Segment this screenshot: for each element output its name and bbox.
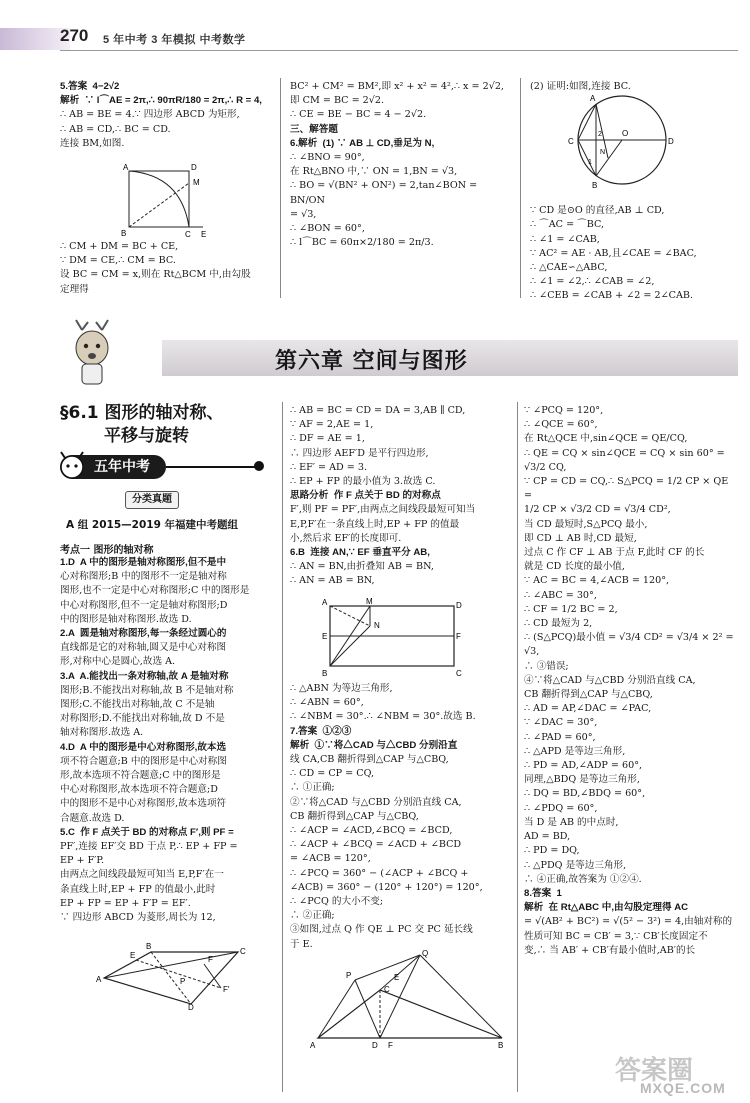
column-divider: [517, 402, 518, 1092]
text-line: 轴对称图形.故选 A.: [60, 727, 144, 739]
text-line: 在 Rt△QCE 中,sin∠QCE = QE/CQ,: [524, 433, 688, 445]
text-line: ∴ △PDQ 是等边三角形,: [524, 859, 627, 871]
text-line: 直线都是它的对称轴,圆又是中心对称图: [60, 642, 227, 654]
text-line: ∵ CD 是⊙O 的直径,AB ⊥ CD,: [530, 205, 665, 217]
svg-text:C: C: [384, 985, 390, 994]
text-line: 连接 BM,如图.: [60, 137, 125, 149]
svg-text:E: E: [130, 951, 136, 960]
svg-text:E: E: [322, 632, 328, 641]
chapter-banner: [62, 318, 738, 388]
svg-text:D: D: [191, 163, 197, 172]
text-line: 解析 ∵ l⌒AE = 2π,∴ 90πR/180 = 2π,∴ R = 4,: [60, 95, 262, 107]
section-title-line-2: 平移与旋转: [104, 426, 189, 446]
text-line: EP + F′P.: [60, 855, 104, 867]
text-line: ∴ ②正确;: [290, 910, 335, 922]
text-line: 项不符合题意;B 中的图形是中心对称图: [60, 755, 227, 767]
svg-text:C: C: [568, 137, 574, 146]
text-line: ∴ ∠QCE = 60°,: [524, 419, 598, 431]
text-line: AD = BD,: [524, 831, 571, 843]
answer-column-b-continued: [290, 682, 510, 952]
text-line: 线 CA,CB 翻折得到△CAP 与△CBQ,: [290, 754, 449, 766]
svg-text:B: B: [322, 669, 328, 678]
text-line: ∴ ∠BON = 60°,: [290, 223, 365, 235]
text-line: ∴ ④正确,故答案为 ①②④.: [524, 873, 642, 885]
svg-text:D: D: [188, 1003, 194, 1010]
group-heading: A 组 2015—2019 年福建中考题组: [66, 519, 239, 531]
svg-text:A: A: [590, 94, 596, 103]
text-line: ∴ EP + FP 的最小值为 3.故选 C.: [290, 476, 436, 488]
answer-column-c: [524, 404, 738, 958]
text-line: 5.C 作 F 点关于 BD 的对称点 F′,则 PF =: [60, 826, 234, 838]
svg-text:F: F: [208, 955, 213, 964]
chapter-title: 第六章 空间与图形: [275, 349, 468, 374]
svg-text:F: F: [388, 1041, 393, 1050]
text-line: ∴ ③错误;: [524, 660, 569, 672]
text-line: √3/2 CQ,: [524, 461, 567, 473]
watermark-logo: 答案圈: [615, 1055, 694, 1085]
text-line: 三、解答题: [290, 123, 338, 135]
text-line: 6.解析 (1) ∵ AB ⊥ CD,垂足为 N,: [290, 137, 435, 149]
badge-rule: [166, 466, 258, 468]
text-line: ∵ AF = 2,AE = 1,: [290, 419, 374, 431]
svg-text:A: A: [310, 1041, 316, 1050]
text-line: 由两点之间线段最短可知当 E,P,F′在一: [60, 869, 224, 881]
text-line: 7.答案 ①②③: [290, 725, 352, 737]
text-line: ∴ AB = BE = 4.∵ 四边形 ABCD 为矩形,: [60, 109, 240, 121]
text-line: 形,对称中心是圆心,故选 A.: [60, 656, 176, 668]
section-title: [60, 402, 224, 448]
svg-text:O: O: [622, 129, 629, 138]
text-line: ∴ AD = AP,∠DAC = ∠PAC,: [524, 703, 652, 715]
top-column-1-continued: [60, 240, 270, 297]
text-line: ∴ ⌒AC = ⌒BC,: [530, 219, 605, 231]
svg-text:B: B: [146, 942, 152, 951]
text-line: 心对称图形;B 中的图形不一定是轴对称: [60, 571, 227, 583]
svg-text:A: A: [322, 598, 328, 607]
text-line: E,P,F′在一条直线上时,EP + FP 的值最: [290, 518, 460, 530]
text-line: 解析 在 Rt△ABC 中,由勾股定理得 AC: [524, 902, 689, 914]
top-column-1: [60, 80, 270, 151]
text-line: 5.答案 4−2√2: [60, 81, 120, 92]
text-line: ∴ ∠1 = ∠2,∴ ∠CAB = ∠2,: [530, 276, 655, 288]
svg-text:C: C: [185, 230, 191, 239]
category-tag: 分类真题: [125, 491, 179, 509]
svg-text:D: D: [668, 137, 674, 146]
text-line: ∴ QE = CQ × sin∠QCE = CQ × sin 60° =: [524, 447, 725, 459]
text-line: 图形,也不一定是中心对称图形;C 中的图形是: [60, 585, 250, 597]
text-line: ∴ ∠1 = ∠CAB,: [530, 233, 600, 245]
text-line: ∴ (S△PCQ)最小值 = √3/4 CD² = √3/4 × 2² = √3,: [524, 632, 737, 658]
column-divider: [280, 78, 281, 298]
svg-text:E: E: [394, 973, 400, 982]
text-line: 中的图形不是中心对称图形,故本选项符: [60, 798, 227, 810]
answer-column-b: [290, 404, 510, 589]
text-line: 中的图形是轴对称图形.故选 D.: [60, 613, 192, 625]
column-divider: [520, 78, 521, 298]
text-line: ∴ 四边形 AEF′D 是平行四边形,: [290, 447, 429, 459]
header-rule: [60, 50, 738, 51]
text-line: 于 E.: [290, 938, 313, 950]
text-line: 就是 CD 长度的最小值,: [524, 561, 625, 573]
text-line: 思路分析 作 F 点关于 BD 的对称点: [290, 490, 441, 502]
text-line: 1/2 CP × √3/2 CD = √3/4 CD²,: [524, 504, 671, 516]
text-line: 8.答案 1: [524, 887, 562, 899]
text-line: 4.D A 中的图形是中心对称图形,故本选: [60, 741, 227, 753]
text-line: ∴ ①正确;: [290, 782, 335, 794]
text-line: 当 CD 最短时,S△PCQ 最小,: [524, 518, 648, 530]
svg-text:F′: F′: [223, 985, 230, 994]
circle-figure: [556, 92, 686, 192]
text-line: PF′,连接 EF′交 BD 于点 P,∴ EP + FP =: [60, 841, 238, 853]
text-line: 小,然后求 EF′的长度即可.: [290, 532, 402, 544]
text-line: F′,则 PF = PF′,由两点之间线段最短可知当: [290, 504, 476, 516]
answer-column-a: [60, 556, 275, 925]
deer-mascot-icon: [62, 318, 132, 388]
svg-text:D: D: [372, 1041, 378, 1050]
text-line: ∴ ∠NBM = 30°.∴ ∠NBM = 30°.故选 B.: [290, 711, 476, 723]
svg-text:E: E: [201, 230, 207, 239]
svg-text:2: 2: [598, 131, 602, 138]
svg-text:B: B: [498, 1041, 504, 1050]
text-line: ∵ ∠PCQ = 120°,: [524, 405, 604, 416]
watermark-url: MXQE.COM: [640, 1080, 726, 1096]
text-line: 性质可知 BC = CB′ = 3,∵ CB′长度固定不: [524, 930, 708, 942]
svg-text:N: N: [374, 621, 380, 630]
text-line: EP + FP = EP + F′P = EF′.: [60, 897, 191, 909]
text-line: ∴ ∠PCQ 的大小不变;: [290, 896, 384, 908]
text-line: CB 翻折得到△CAP 与△CBQ,: [290, 810, 419, 822]
text-line: ③如图,过点 Q 作 QE ⊥ PC 交 PC 延长线: [290, 924, 473, 936]
text-line: ∴ DF = AE = 1,: [290, 433, 365, 445]
text-line: ∴ l⌒BC = 60π×2/180 = 2π/3.: [290, 237, 434, 249]
text-line: 中心对称图形,但不一定是轴对称图形;D: [60, 599, 228, 611]
section-title-line-1: §6.1 图形的轴对称、: [60, 403, 224, 423]
text-line: 即 CD ⊥ AB 时,CD 最短,: [524, 532, 637, 544]
rectangle-quarter-arc-figure: [115, 161, 215, 241]
svg-text:M: M: [193, 178, 200, 187]
text-line: ∴ PD = DQ,: [524, 845, 580, 857]
text-line: ∴ PD = AD,∠ADP = 60°,: [524, 760, 643, 772]
text-line: ∴ AN = BN,由折叠知 AB = BN,: [290, 561, 434, 573]
five-year-badge: 五年中考: [60, 455, 166, 479]
svg-text:1: 1: [588, 159, 592, 166]
column-divider: [282, 402, 283, 1092]
text-line: 中心对称图形,故本选项不符合题意;D: [60, 784, 218, 796]
text-line: ∴ △CAE∽△ABC,: [530, 262, 608, 274]
text-line: ∴ ∠ACP + ∠BCQ = ∠ACD + ∠BCD: [290, 839, 462, 851]
text-line: 3.A A.能找出一条对称轴,故 A 是轴对称: [60, 670, 229, 682]
svg-text:P: P: [346, 971, 352, 980]
page-number: 270: [60, 26, 89, 45]
text-line: ∵ AC² = AE · AB,且∠CAE = ∠BAC,: [530, 247, 697, 259]
keypoint-heading: 考点一 图形的轴对称: [60, 545, 154, 556]
text-line: ∵ ∠DAC = 30°,: [524, 717, 598, 729]
svg-text:M: M: [366, 597, 373, 606]
text-line: ∵ 四边形 ABCD 为菱形,周长为 12,: [60, 912, 216, 924]
text-line: 当 D 是 AB 的中点时,: [524, 816, 619, 828]
text-line: ∴ ∠ACP = ∠ACD,∠BCQ = ∠BCD,: [290, 825, 453, 837]
text-line: = ∠ACB = 120°,: [290, 853, 371, 865]
text-line: ∴ △ABN 为等边三角形,: [290, 683, 393, 694]
text-line: ∴ CD = CP = CQ,: [290, 768, 375, 780]
rhombus-figure: [96, 940, 276, 1010]
text-line: ∴ AB = CD,∴ BC = CD.: [60, 123, 171, 135]
text-line: 形,故本选项不符合题意;C 中的图形是: [60, 770, 221, 782]
text-line: 图形;C.不能找出对称轴,故 C 不是轴: [60, 699, 215, 711]
text-line: ∴ CD 最短为 2,: [524, 618, 593, 630]
text-line: 6.B 连接 AN,∵ EF 垂直平分 AB,: [290, 547, 430, 559]
text-line: ∴ ∠CEB = ∠CAB + ∠2 = 2∠CAB.: [530, 290, 694, 302]
svg-text:P: P: [180, 977, 186, 986]
text-line: 设 BC = CM = x,则在 Rt△BCM 中,由勾股: [60, 269, 251, 281]
text-line: ∴ ∠PAD = 60°,: [524, 731, 596, 743]
text-line: ∴ DQ = BD,∠BDQ = 60°,: [524, 788, 646, 800]
text-line: ②∵将△CAD 与△CBD 分别沿直线 CA,: [290, 796, 462, 808]
text-line: ∴ ∠BNO = 90°,: [290, 152, 365, 164]
svg-text:F: F: [456, 632, 461, 641]
text-line: 定理得: [60, 283, 89, 295]
text-line: ∴ CE = BE − BC = 4 − 2√2.: [290, 109, 427, 121]
text-line: 同理,△BDQ 是等边三角形,: [524, 774, 640, 786]
svg-text:D: D: [456, 601, 462, 610]
text-line: ∵ AC = BC = 4,∠ACB = 120°,: [524, 575, 670, 587]
text-line: ∴ ∠ABC = 30°,: [524, 589, 597, 601]
text-line: ∠ACB) = 360° − (120° + 120°) = 120°,: [290, 881, 483, 893]
text-line: ④∵将△CAD 与△CBD 分别沿直线 CA,: [524, 674, 696, 686]
text-line: 1.D A 中的图形是轴对称图形,但不是中: [60, 557, 227, 568]
text-line: ∴ AB = BC = CD = DA = 3,AB ∥ CD,: [290, 405, 466, 416]
text-line: 解析 ①∵将△CAD 与△CBD 分别沿直: [290, 739, 458, 751]
text-line: 对称图形;D.不能找出对称轴,故 D 不是: [60, 713, 225, 725]
svg-text:A: A: [96, 975, 102, 984]
text-line: 2.A 圆是轴对称图形,每一条经过圆心的: [60, 628, 227, 640]
text-line: (2) 证明:如图,连接 BC.: [530, 81, 631, 92]
text-line: CB 翻折得到△CAP 与△CBQ,: [524, 689, 653, 701]
badge-dot: [254, 461, 264, 471]
text-line: ∴ ∠PCQ = 360° − (∠ACP + ∠BCQ +: [290, 867, 469, 879]
folded-rectangle-figure: [320, 596, 470, 680]
text-line: 条直线上时,EP + FP 的值最小,此时: [60, 883, 216, 895]
svg-text:C: C: [240, 947, 246, 956]
text-line: 图形;B.不能找出对称轴,故 B 不是轴对称: [60, 684, 234, 696]
top-column-2: [290, 80, 510, 250]
triangle-fold-figure: [310, 950, 510, 1050]
text-line: 过点 C 作 CF ⊥ AB 于点 F,此时 CF 的长: [524, 547, 705, 559]
svg-text:Q: Q: [422, 950, 429, 958]
text-line: ∵ DM = CE,∴ CM = BC.: [60, 255, 176, 267]
text-line: 变,∴ 当 AB′ + CB′有最小值时,AB′的长: [524, 944, 696, 956]
text-line: ∴ △APD 是等边三角形,: [524, 745, 626, 757]
text-line: ∴ CM + DM = BC + CE,: [60, 241, 179, 252]
text-line: BC² + CM² = BM²,即 x² + x² = 4²,∴ x = 2√2,: [290, 81, 504, 92]
svg-text:C: C: [456, 669, 462, 678]
svg-text:B: B: [121, 229, 127, 238]
text-line: 在 Rt△BNO 中,∵ ON = 1,BN = √3,: [290, 166, 458, 178]
text-line: = √(AB² + BC²) = √(5² − 3²) = 4,由轴对称的: [524, 916, 733, 928]
mascot-head-icon: [56, 450, 88, 482]
book-title: 5 年中考 3 年模拟 中考数学: [103, 34, 246, 46]
text-line: 合题意.故选 D.: [60, 812, 125, 824]
text-line: ∴ AN = AB = BN,: [290, 575, 375, 587]
text-line: ∵ CP = CD = CQ,∴ S△PCQ = 1/2 CP × QE =: [524, 476, 732, 502]
text-line: ∴ ∠ABN = 60°,: [290, 697, 364, 709]
svg-text:N: N: [600, 149, 606, 156]
svg-text:A: A: [123, 163, 129, 172]
text-line: 即 CM = BC = 2√2.: [290, 95, 385, 107]
text-line: ∴ CF = 1/2 BC = 2,: [524, 603, 618, 615]
text-line: ∴ EF′ = AD = 3.: [290, 461, 368, 473]
text-line: = √3,: [290, 208, 317, 220]
text-line: ∴ BO = √(BN² + ON²) = 2,tan∠BON = BN/ON: [290, 180, 481, 206]
svg-text:B: B: [592, 181, 598, 190]
page-header: [0, 0, 750, 60]
text-line: ∴ ∠PDQ = 60°,: [524, 802, 598, 814]
